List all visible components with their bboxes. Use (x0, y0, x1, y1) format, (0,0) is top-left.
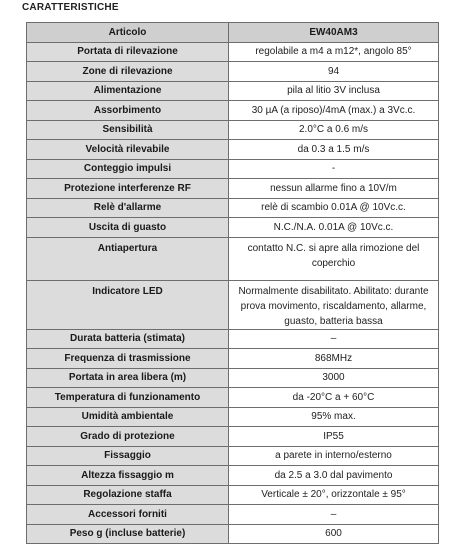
row-value: Normalmente disabilitato. Abilitato: durante prova movimento, riscaldamento, allarme, guasto, batteria bassa (229, 280, 439, 329)
column-header-article: Articolo (27, 23, 229, 43)
table-row (27, 179, 439, 199)
row-label: Velocità rilevabile (27, 140, 229, 160)
row-value: IP55 (229, 427, 439, 447)
table-row (27, 198, 439, 218)
row-value: contatto N.C. si apre alla rimozione del coperchio (229, 237, 439, 280)
table-row (27, 505, 439, 525)
row-label: Uscita di guasto (27, 218, 229, 238)
row-value: relè di scambio 0.01A @ 10Vc.c. (229, 198, 439, 218)
row-label: Antiapertura (27, 237, 229, 280)
row-value: Verticale ± 20°, orizzontale ± 95° (229, 485, 439, 505)
row-value: 868MHz (229, 349, 439, 369)
table-row (27, 81, 439, 101)
row-value: 95% max. (229, 407, 439, 427)
row-label: Portata in area libera (m) (27, 368, 229, 388)
table-row (27, 427, 439, 447)
row-label: Zone di rilevazione (27, 62, 229, 82)
table-row (27, 349, 439, 369)
page-heading: CARATTERISTICHE (22, 2, 119, 13)
row-label: Frequenza di trasmissione (27, 349, 229, 369)
table-row (27, 101, 439, 121)
row-value: – (229, 505, 439, 525)
row-value: da 2.5 a 3.0 dal pavimento (229, 466, 439, 486)
table-row (27, 280, 439, 329)
row-label: Durata batteria (stimata) (27, 329, 229, 349)
row-label: Conteggio impulsi (27, 159, 229, 179)
row-label: Assorbimento (27, 101, 229, 121)
row-value: da 0.3 a 1.5 m/s (229, 140, 439, 160)
table-row (27, 140, 439, 160)
row-label: Peso g (incluse batterie) (27, 524, 229, 544)
table-row (27, 368, 439, 388)
table-row (27, 62, 439, 82)
row-label: Sensibilità (27, 120, 229, 140)
table-header-row (27, 23, 439, 43)
row-value: pila al litio 3V inclusa (229, 81, 439, 101)
row-value: a parete in interno/esterno (229, 446, 439, 466)
table-row (27, 120, 439, 140)
table-row (27, 407, 439, 427)
table-row (27, 524, 439, 544)
row-label: Accessori forniti (27, 505, 229, 525)
table-row (27, 237, 439, 280)
table-row (27, 388, 439, 408)
row-value: 2.0°C a 0.6 m/s (229, 120, 439, 140)
row-label: Altezza fissaggio m (27, 466, 229, 486)
row-value: - (229, 159, 439, 179)
row-label: Protezione interferenze RF (27, 179, 229, 199)
table-row (27, 159, 439, 179)
row-label: Fissaggio (27, 446, 229, 466)
row-label: Umidità ambientale (27, 407, 229, 427)
table-row (27, 446, 439, 466)
table-row (27, 42, 439, 62)
row-label: Indicatore LED (27, 280, 229, 329)
specifications-table (26, 22, 439, 544)
row-label: Grado di protezione (27, 427, 229, 447)
row-value: 30 µA (a riposo)/4mA (max.) a 3Vc.c. (229, 101, 439, 121)
row-value: – (229, 329, 439, 349)
row-value: da -20°C a + 60°C (229, 388, 439, 408)
row-value: nessun allarme fino a 10V/m (229, 179, 439, 199)
row-value: 94 (229, 62, 439, 82)
row-value: 3000 (229, 368, 439, 388)
column-header-model: EW40AM3 (229, 23, 439, 43)
row-label: Alimentazione (27, 81, 229, 101)
row-label: Portata di rilevazione (27, 42, 229, 62)
row-value: N.C./N.A. 0.01A @ 10Vc.c. (229, 218, 439, 238)
row-value: 600 (229, 524, 439, 544)
table-row (27, 485, 439, 505)
table-row (27, 218, 439, 238)
row-label: Relè d'allarme (27, 198, 229, 218)
table-row (27, 466, 439, 486)
row-label: Temperatura di funzionamento (27, 388, 229, 408)
table-row (27, 329, 439, 349)
row-label: Regolazione staffa (27, 485, 229, 505)
row-value: regolabile a m4 a m12*, angolo 85° (229, 42, 439, 62)
